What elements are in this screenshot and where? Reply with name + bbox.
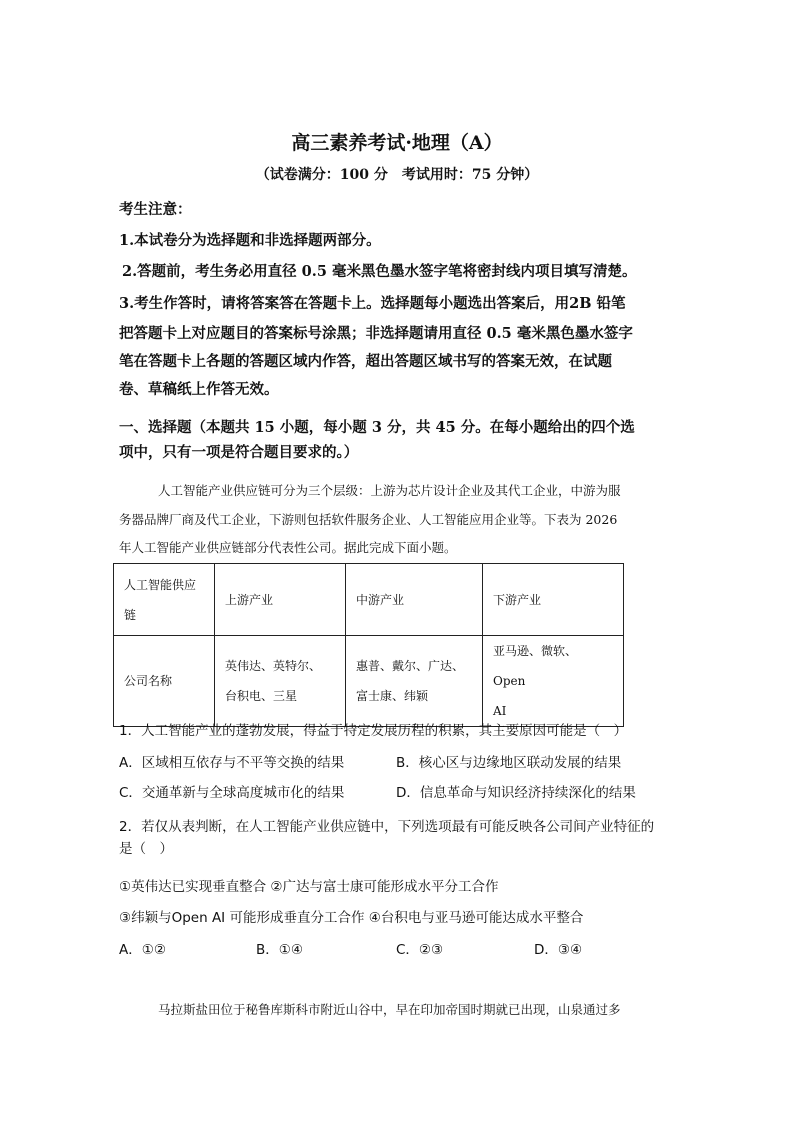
notice-item-1: 1.本试卷分为选择题和非选择题两部分。: [119, 232, 381, 249]
question-1-option-b[interactable]: B．核心区与边缘地区联动发展的结果: [396, 755, 622, 771]
table-cell-midstream: 惠普、戴尔、广达、 富士康、纬颖: [346, 636, 483, 727]
passage-line-3: 年人工智能产业供应链部分代表性公司。据此完成下面小题。: [119, 540, 457, 555]
notice-heading: 考生注意：: [119, 201, 192, 218]
question-1-option-a[interactable]: A．区域相互依存与不平等交换的结果: [119, 755, 345, 771]
question-2-option-d[interactable]: D．③④: [534, 942, 583, 958]
question-2-stem-line-2: 是（ ）: [119, 841, 173, 857]
table-header-midstream: 中游产业: [346, 564, 483, 636]
table-cell-upstream: 英伟达、英特尔、 台积电、三星: [215, 636, 346, 727]
supply-chain-table: [113, 563, 624, 727]
question-2-option-b[interactable]: B．①④: [256, 942, 303, 958]
notice-item-3-line-3: 笔在答题卡上各题的答题区域内作答，超出答题区域书写的答案无效，在试题: [119, 353, 612, 370]
notice-item-3-line-2: 把答题卡上对应题目的答案标号涂黑；非选择题请用直径 0.5 毫米黑色墨水签字: [119, 325, 633, 342]
table-header-upstream: 上游产业: [215, 564, 346, 636]
exam-info: （试卷满分：100 分 考试用时：75 分钟）: [255, 167, 539, 183]
table-header-downstream: 下游产业: [483, 564, 624, 636]
passage-line-2: 务器品牌厂商及代工企业，下游则包括软件服务企业、人工智能应用企业等。下表为 2026: [119, 512, 618, 527]
question-1-option-c[interactable]: C．交通革新与全球高度城市化的结果: [119, 785, 345, 801]
question-1-option-d[interactable]: D．信息革命与知识经济持续深化的结果: [396, 785, 636, 801]
passage-2-line-1: 马拉斯盐田位于秘鲁库斯科市附近山谷中，早在印加帝国时期就已出现，山泉通过多: [158, 1002, 621, 1017]
notice-item-3-line-4: 卷、草稿纸上作答无效。: [119, 381, 279, 398]
notice-item-3-line-1: 3.考生作答时，请将答案答在答题卡上。选择题每小题选出答案后，用2B 铅笔: [119, 295, 626, 312]
table-header-row: [114, 564, 624, 636]
passage-line-1: 人工智能产业供应链可分为三个层级：上游为芯片设计企业及其代工企业，中游为服: [158, 483, 621, 498]
table-row: [114, 636, 624, 727]
question-2-option-c[interactable]: C．②③: [396, 942, 444, 958]
section-heading-line-2: 项中，只有一项是符合题目要求的。）: [119, 444, 359, 461]
table-header-cell: 人工智能供应 链: [114, 564, 215, 636]
question-2-stem-line-1: 2．若仅从表判断，在人工智能产业供应链中，下列选项最有可能反映各公司间产业特征的: [119, 819, 655, 835]
notice-item-2: 2.答题前，考生务必用直径 0.5 毫米黑色墨水签字笔将密封线内项目填写清楚。: [122, 263, 637, 280]
section-heading-line-1: 一、选择题（本题共 15 小题，每小题 3 分，共 45 分。在每小题给出的四个选: [119, 419, 635, 436]
table-cell-downstream: 亚马逊、微软、 Open AI: [483, 636, 624, 727]
question-1-stem: 1．人工智能产业的蓬勃发展，得益于特定发展历程的积累，其主要原因可能是（ ）: [119, 723, 628, 739]
question-2-statements-line-1: ①英伟达已实现垂直整合 ②广达与富士康可能形成水平分工合作: [119, 879, 499, 895]
question-2-statements-line-2: ③纬颖与Open AI 可能形成垂直分工合作 ④台积电与亚马逊可能达成水平整合: [119, 910, 584, 926]
table-row-label: 公司名称: [114, 636, 215, 727]
question-2-option-a[interactable]: A．①②: [119, 942, 166, 958]
page-title: 高三素养考试·地理（A）: [291, 132, 503, 154]
